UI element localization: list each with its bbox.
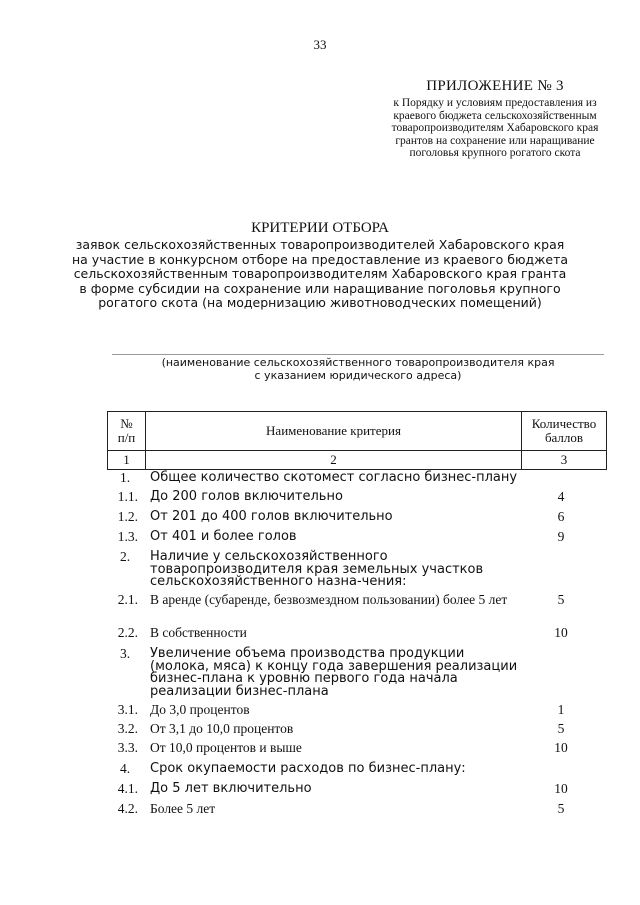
page-number: 33	[313, 37, 327, 52]
row-score: 1	[557, 702, 565, 717]
table-row	[100, 531, 606, 551]
appendix-text	[370, 97, 620, 160]
appendix-line: грантов на сохранение или наращивание	[395, 134, 595, 147]
table-row	[100, 648, 606, 704]
row-text: От 3,1 до 10,0 процентов	[150, 721, 294, 736]
table-row	[100, 491, 606, 511]
row-text: В собственности	[150, 625, 247, 640]
criteria-subtitle-line: сельскохозяйственным товаропроизводителям Хабаровского края гранта	[73, 266, 567, 281]
row-text: До 3,0 процентов	[150, 702, 250, 717]
row-text: До 200 голов включительно	[150, 489, 343, 504]
caption-line: (наименование сельскохозяйственного товаропроизводителя края	[161, 356, 555, 369]
table-row	[100, 742, 606, 763]
row-score: 5	[557, 592, 565, 607]
table-row	[100, 763, 606, 783]
caption-line: с указанием юридического адреса)	[254, 369, 462, 382]
row-number: 3.3.	[117, 740, 138, 755]
fill-in-line	[112, 354, 604, 355]
row-number: 3.	[119, 646, 131, 661]
row-text: Срок окупаемости расходов по бизнес-плану:	[150, 761, 466, 776]
row-number: 4.1.	[117, 781, 138, 796]
criteria-table-header	[107, 411, 607, 470]
row-number: 2.2.	[117, 625, 138, 640]
row-text: Увеличение объема производства продукции (молока, мяса) к концу года завершения реализации бизнес-плана к уровню первого года начала реализации бизнес-плана	[150, 646, 518, 699]
row-text: Наличие у сельскохозяйственного товаропроизводителя края земельных участков сельскохозяйственного назна-чения:	[150, 549, 484, 589]
header-num: № п/п	[108, 412, 146, 451]
row-number: 2.	[119, 549, 131, 564]
criteria-title: КРИТЕРИИ ОТБОРА	[251, 220, 389, 236]
row-text: От 201 до 400 голов включительно	[150, 509, 393, 524]
col-number-3: 3	[522, 451, 607, 470]
table-row	[100, 511, 606, 531]
criteria-list	[100, 472, 606, 823]
row-number: 4.	[119, 761, 131, 776]
row-number: 3.2.	[117, 721, 138, 736]
criteria-subtitle-line: рогатого скота (на модернизацию животноводческих помещений)	[98, 295, 542, 310]
row-text: Более 5 лет	[150, 801, 216, 816]
row-score: 5	[557, 721, 565, 736]
row-number: 1.	[119, 470, 131, 485]
table-row	[100, 803, 606, 823]
header-name: Наименование критерия	[146, 412, 522, 451]
row-number: 3.1.	[117, 702, 138, 717]
criteria-subtitle-line: на участие в конкурсном отборе на предоставление из краевого бюджета	[71, 251, 569, 267]
row-text: Общее количество скотомест согласно бизнес-плану	[150, 470, 518, 485]
row-number: 2.1.	[117, 592, 138, 607]
appendix-line: краевого бюджета сельскохозяйственным	[393, 109, 597, 122]
row-score: 10	[554, 781, 568, 796]
fill-in-caption	[112, 356, 604, 382]
appendix-title: ПРИЛОЖЕНИЕ № 3	[426, 78, 564, 94]
row-score: 6	[557, 509, 565, 524]
appendix-line: к Порядку и условиям предоставления из	[393, 97, 597, 109]
header-score: Количество баллов	[522, 412, 607, 451]
appendix-line: товаропроизводителям Хабаровского края	[391, 122, 599, 134]
row-text: До 5 лет включительно	[150, 781, 312, 796]
row-number: 1.1.	[117, 489, 138, 504]
row-text: От 10,0 процентов и выше	[150, 740, 302, 755]
row-number: 1.3.	[117, 529, 138, 544]
appendix-block	[370, 78, 620, 160]
row-number: 4.2.	[117, 801, 138, 816]
appendix-line: поголовья крупного рогатого скота	[409, 147, 581, 159]
criteria-subtitle-line: в форме субсидии на сохранение или наращивание поголовья крупного	[79, 280, 561, 296]
row-score: 4	[557, 489, 565, 504]
row-score: 5	[557, 801, 565, 816]
row-score: 10	[554, 625, 568, 640]
table-row	[100, 551, 606, 594]
table-row	[100, 783, 606, 803]
criteria-subtitle-line: заявок сельскохозяйственных товаропроизводителей Хабаровского края	[75, 237, 565, 252]
row-number: 1.2.	[117, 509, 138, 524]
row-text: В аренде (субаренде, безвозмездном пользовании) более 5 лет	[150, 592, 508, 607]
row-score: 9	[557, 529, 565, 544]
criteria-subtitle	[60, 238, 580, 311]
col-number-2: 2	[146, 451, 522, 470]
row-score: 10	[554, 740, 568, 755]
table-row	[100, 627, 606, 648]
table-row	[100, 594, 606, 627]
col-number-1: 1	[108, 451, 146, 470]
row-text: От 401 и более голов	[150, 529, 297, 544]
